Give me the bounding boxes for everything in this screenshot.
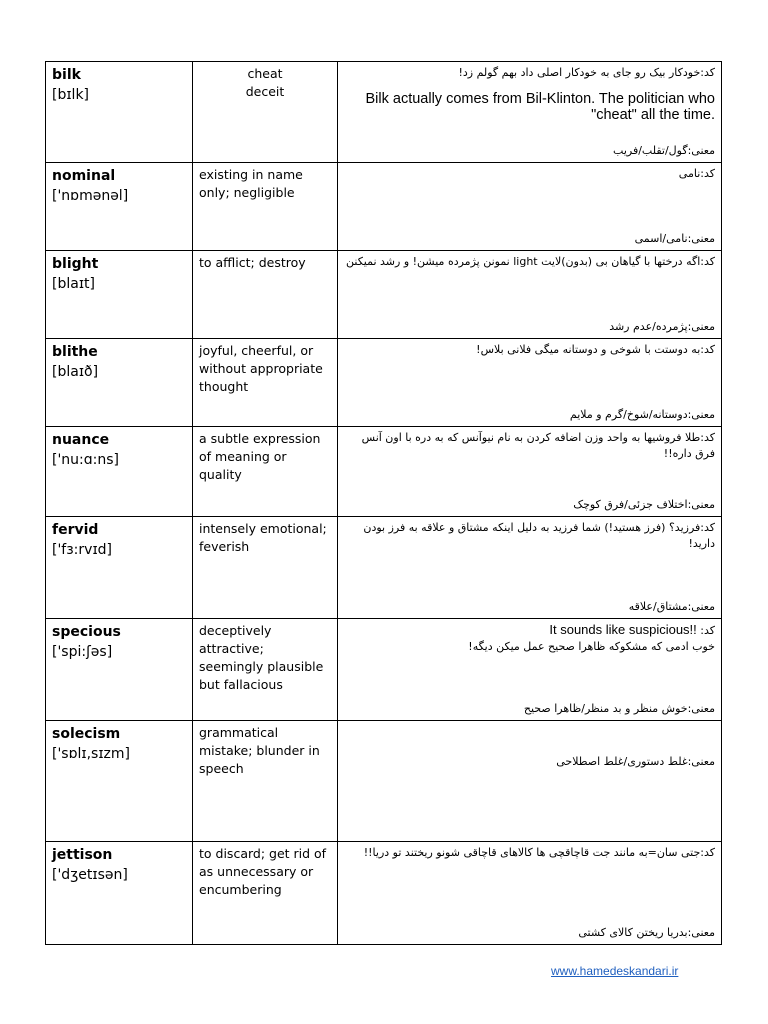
- english-note: It sounds like suspicious!!: [549, 622, 697, 637]
- notes-cell: [338, 721, 722, 842]
- pronunciation: ['spi:ʃəs]: [52, 644, 113, 660]
- mnemonic-code: کد:جتی سان=به مانند جت قاچاقچی ها کالاهای قاچاقی شونو ریختند تو دریا!!: [363, 846, 715, 859]
- word-cell: [46, 619, 193, 721]
- persian-meaning: معنی:خوش منظر و بد منظر/ظاهرا صحیح: [523, 702, 715, 715]
- definition-cell: [193, 251, 338, 339]
- definition-cell: [193, 619, 338, 721]
- word-cell: [46, 721, 193, 842]
- mnemonic-code: کد:اگه درختها با گیاهان بی (بدون)لایت light نمونن پژمرده میشن! و رشد نمیکنن: [346, 255, 715, 268]
- pronunciation: ['nɒmənəl]: [52, 188, 129, 204]
- table-row: [46, 339, 722, 427]
- word: solecism: [52, 726, 121, 742]
- english-note: Bilk actually comes from Bil-Klinton. The politician who "cheat" all the time.: [365, 91, 715, 123]
- word: nominal: [52, 168, 116, 184]
- table-row: [46, 62, 722, 163]
- word-cell: [46, 427, 193, 517]
- definition: a subtle expression of meaning or quality: [199, 431, 321, 482]
- word: specious: [52, 624, 121, 640]
- persian-meaning: معنی:غلط دستوری/غلط اصطلاحی: [556, 755, 715, 768]
- vocabulary-table: [45, 61, 722, 945]
- pronunciation: [blaɪt]: [52, 276, 95, 292]
- word-cell: [46, 62, 193, 163]
- table-row: [46, 721, 722, 842]
- notes-cell: [338, 163, 722, 251]
- persian-meaning: معنی:نامی/اسمی: [634, 232, 715, 245]
- word-cell: [46, 251, 193, 339]
- word: bilk: [52, 67, 81, 83]
- word: blithe: [52, 344, 98, 360]
- definition-cell: [193, 842, 338, 945]
- definition-cell: [193, 163, 338, 251]
- mnemonic-code: کد:طلا فروشیها به واحد وزن اضافه کردن به نام نیوآنس که به دره با اون آنس فرق داره!!: [361, 431, 715, 460]
- definition: existing in name only; negligible: [199, 167, 303, 200]
- pronunciation: ['nu:ɑ:ns]: [52, 452, 120, 468]
- notes-cell: [338, 517, 722, 619]
- word-cell: [46, 163, 193, 251]
- word: nuance: [52, 432, 110, 448]
- persian-meaning: معنی:بدریا ریختن کالای کشتی: [578, 926, 715, 939]
- word-cell: [46, 339, 193, 427]
- pronunciation: ['dʒetɪsən]: [52, 867, 128, 883]
- notes-cell: [338, 427, 722, 517]
- definition: joyful, cheerful, or without appropriate thought: [199, 343, 323, 394]
- definition-line: deceit: [245, 84, 285, 99]
- word-cell: [46, 517, 193, 619]
- pronunciation: ['fɜ:rvɪd]: [52, 542, 112, 558]
- mnemonic-code: کد:نامی: [678, 167, 715, 180]
- definition-cell: [193, 339, 338, 427]
- notes-cell: [338, 339, 722, 427]
- word: jettison: [52, 847, 113, 863]
- table-row: [46, 251, 722, 339]
- mnemonic-code: کد:فرزید؟ (فرز هستید!) شما فرزید به دلیل اینکه مشتاق و علاقه به فرز بودن دارید!: [363, 521, 715, 550]
- definition: to afflict; destroy: [199, 255, 306, 270]
- notes-cell: [338, 842, 722, 945]
- pronunciation: [bɪlk]: [52, 87, 90, 103]
- table-row: [46, 427, 722, 517]
- persian-meaning: معنی:اختلاف جزئی/فرق کوچک: [573, 498, 715, 511]
- table-row: [46, 163, 722, 251]
- notes-cell: [338, 251, 722, 339]
- definition-cell: [193, 62, 338, 163]
- table-row: [46, 842, 722, 945]
- notes-cell: [338, 619, 722, 721]
- persian-meaning: معنی:مشتاق/علاقه: [628, 600, 715, 613]
- table-row: [46, 619, 722, 721]
- notes-cell: [338, 62, 722, 163]
- word: blight: [52, 256, 99, 272]
- mnemonic-code: کد:خودکار بیک رو جای به خودکار اصلی داد بهم گولم زد!: [458, 66, 715, 79]
- persian-meaning: معنی:گول/تقلب/فریب: [613, 144, 715, 157]
- definition-line: cheat: [247, 66, 283, 81]
- definition: grammatical mistake; blunder in speech: [199, 725, 320, 776]
- mnemonic-code: خوب ادمی که مشکوکه ظاهرا صحیح عمل میکن دیگه!: [468, 640, 715, 653]
- definition: to discard; get rid of as unnecessary or encumbering: [199, 846, 327, 897]
- mnemonic-code: کد:به دوستت با شوخی و دوستانه میگی فلانی بلاس!: [476, 343, 715, 356]
- word-cell: [46, 842, 193, 945]
- definition-cell: [193, 721, 338, 842]
- definition-cell: [193, 427, 338, 517]
- definition-cell: [193, 517, 338, 619]
- definition: deceptively attractive; seemingly plausible but fallacious: [199, 623, 324, 692]
- code-prefix: کد:: [700, 624, 715, 637]
- word: fervid: [52, 522, 99, 538]
- mnemonic-code-line: [344, 622, 715, 639]
- persian-meaning: معنی:پژمرده/عدم رشد: [609, 320, 715, 333]
- persian-meaning: معنی:دوستانه/شوخ/گرم و ملایم: [569, 408, 715, 421]
- website-link[interactable]: www.hamedeskandari.ir: [551, 964, 679, 978]
- pronunciation: ['sɒlɪ,sɪzm]: [52, 746, 130, 762]
- pronunciation: [blaɪð]: [52, 364, 99, 380]
- table-row: [46, 517, 722, 619]
- definition: intensely emotional; feverish: [199, 521, 327, 554]
